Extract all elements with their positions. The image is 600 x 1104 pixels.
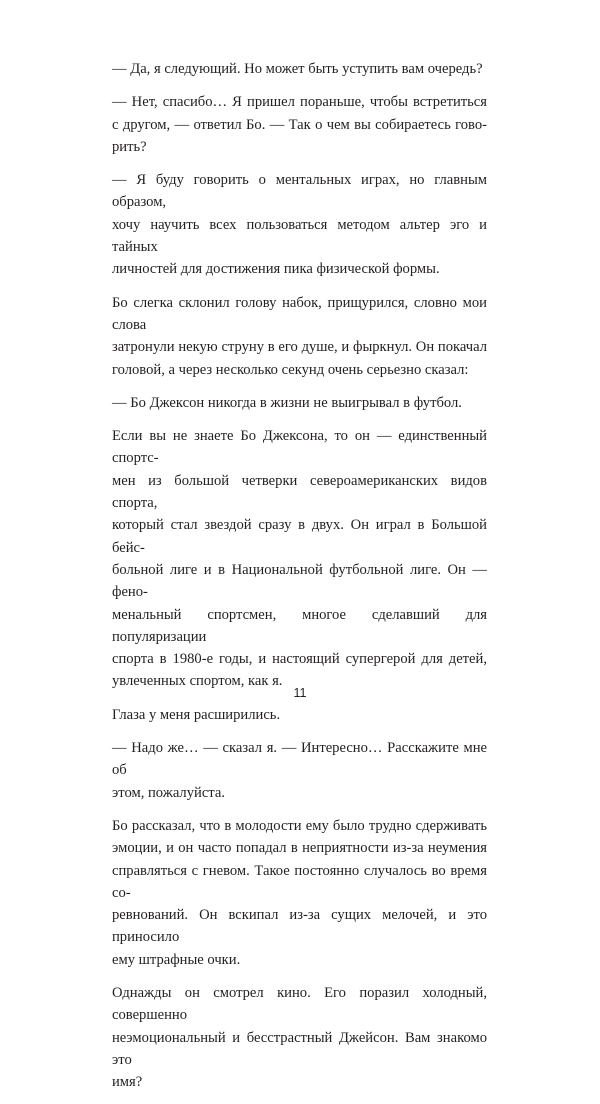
body-text	[112, 58, 487, 1104]
page-number: 11	[293, 686, 307, 700]
paragraph	[112, 58, 487, 80]
text-line: с другом, — ответил Бо. — Так о чем вы собираетесь гово-	[112, 116, 487, 133]
paragraph	[112, 292, 487, 381]
paragraph	[112, 425, 487, 693]
text-line: Бо слегка склонил голову набок, прищурился, словно мои слова	[112, 294, 487, 333]
text-line: мен из большой четверки североамериканских видов спорта,	[112, 472, 487, 512]
text-line: этом, пожалуйста.	[112, 784, 225, 801]
text-line: головой, а через несколько секунд очень серьезно сказал:	[112, 361, 469, 378]
text-line: спорта в 1980-е годы, и настоящий супергерой для детей,	[112, 651, 487, 668]
text-line: Глаза у меня расширились.	[112, 706, 281, 723]
paragraph	[112, 392, 487, 414]
text-line: затронули некую струну в его душе, и фыркнул. Он покачал	[112, 339, 487, 356]
text-line: личностей для достижения пика физической формы.	[112, 261, 440, 278]
text-line: больной лиге и в Национальной футбольной лиге. Он — фено-	[112, 561, 487, 601]
text-line: Если вы не знаете Бо Джексона, то он — единственный спортс-	[112, 428, 487, 467]
text-line: — Нет, спасибо… Я пришел пораньше, чтобы встретиться	[112, 94, 487, 111]
text-line: — Надо же… — сказал я. — Интересно… Расскажите мне об	[112, 740, 487, 779]
text-line: неэмоциональный и бесстрастный Джейсон. Вам знакомо это	[112, 1029, 487, 1068]
text-line: Однажды он смотрел кино. Его поразил холодный, совершенно	[112, 984, 487, 1024]
text-line: увлеченных спортом, как я.	[112, 673, 283, 690]
paragraph	[112, 91, 487, 158]
text-line: — Да, я следующий. Но может быть уступить вам очередь?	[112, 61, 483, 77]
text-line: — Я буду говорить о ментальных играх, но главным образом,	[112, 172, 487, 211]
text-line: хочу научить всех пользоваться методом альтер эго и тайных	[112, 216, 487, 256]
text-line: имя?	[112, 1074, 143, 1091]
paragraph	[112, 704, 487, 726]
text-line: ему штрафные очки.	[112, 951, 241, 968]
text-line: рить?	[112, 138, 147, 155]
text-line: менальный спортсмен, многое сделавший для популяризации	[112, 606, 487, 645]
text-line: ревнований. Он вскипал из-за сущих мелочей, и это приносило	[112, 907, 487, 946]
paragraph	[112, 737, 487, 804]
paragraph	[112, 982, 487, 1093]
text-line: справляться с гневом. Такое постоянно случалось во время со-	[112, 862, 487, 901]
text-line: Бо рассказал, что в молодости ему было трудно сдерживать	[112, 817, 487, 834]
text-line: — Бо Джексон никогда в жизни не выигрывал в футбол.	[112, 394, 462, 411]
text-line: который стал звездой сразу в двух. Он играл в Большой бейс-	[112, 517, 487, 556]
paragraph	[112, 169, 487, 280]
paragraph	[112, 815, 487, 971]
text-line: эмоции, и он часто попадал в неприятности из-за неумения	[112, 840, 487, 857]
